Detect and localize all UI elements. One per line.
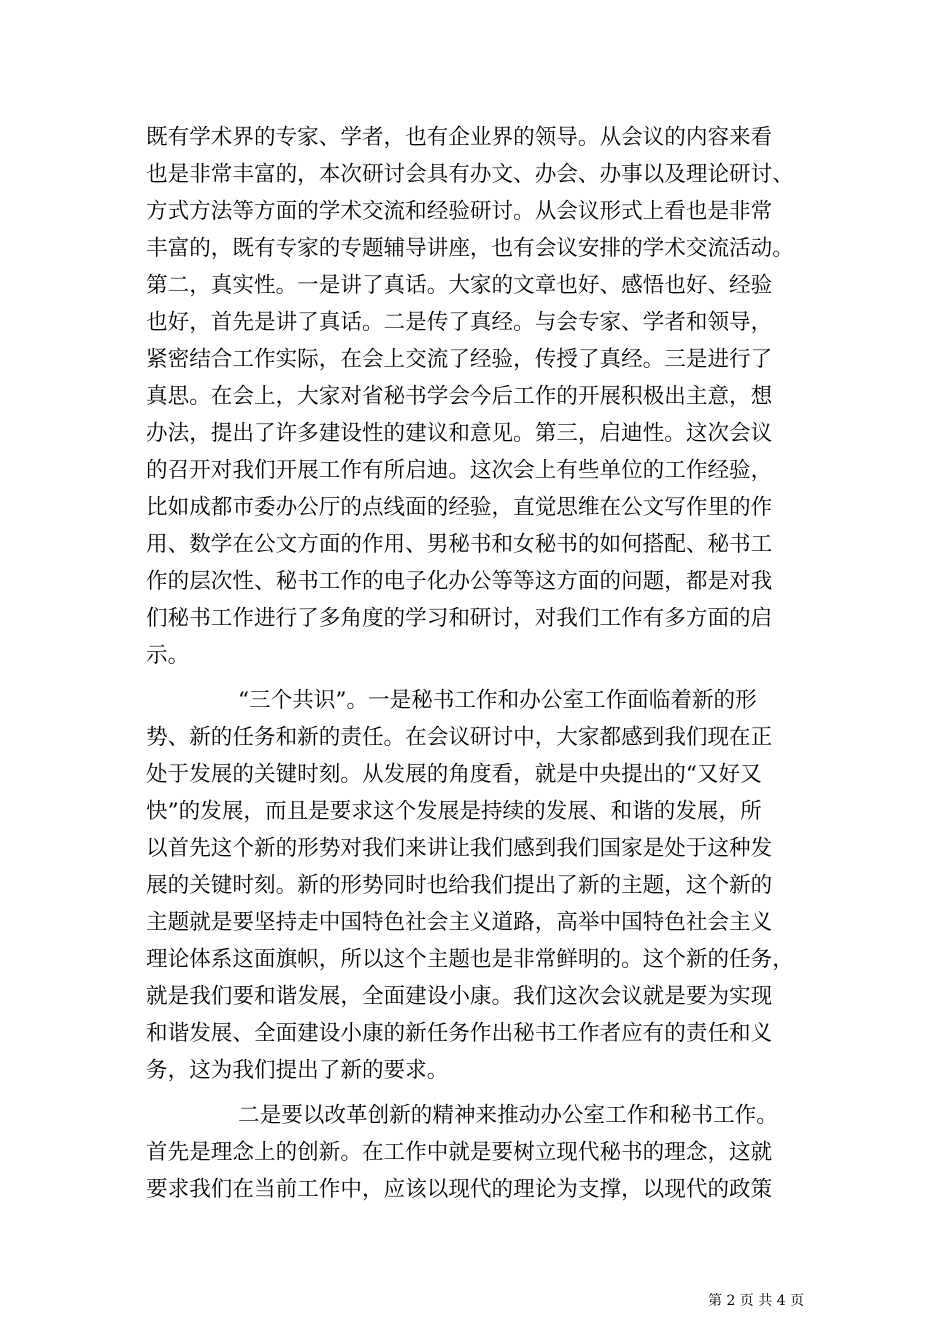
text-line: 就是我们要和谐发展，全面建设小康。我们这次会议就是要为实现	[146, 984, 773, 1009]
text-line: 方式方法等方面的学术交流和经验研讨。从会议形式上看也是非常	[146, 199, 773, 224]
text-line: 主题就是要坚持走中国特色社会主义道路，高举中国特色社会主义	[146, 910, 773, 935]
text-line: 们秘书工作进行了多角度的学习和研讨，对我们工作有多方面的启	[146, 606, 773, 631]
text-line: 和谐发展、全面建设小康的新任务作出秘书工作者应有的责任和义	[146, 1021, 773, 1046]
text-line: 示。	[146, 643, 190, 668]
text-line: 作的层次性、秘书工作的电子化办公等等这方面的问题，都是对我	[146, 569, 773, 594]
text-line: 以首先这个新的形势对我们来讲让我们感到我们国家是处于这种发	[146, 836, 773, 861]
page-number-footer: 第 2 页 共 4 页	[708, 1293, 805, 1309]
text-line: 第二，真实性。一是讲了真话。大家的文章也好、感悟也好、经验	[146, 273, 773, 298]
text-line: 真思。在会上，大家对省秘书学会今后工作的开展积极出主意，想	[146, 384, 773, 409]
text-line: 既有学术界的专家、学者，也有企业界的领导。从会议的内容来看	[146, 125, 773, 150]
text-line: 要求我们在当前工作中，应该以现代的理论为支撑，以现代的政策	[146, 1177, 773, 1202]
text-line: 也是非常丰富的，本次研讨会具有办文、办会、办事以及理论研讨、	[146, 162, 794, 187]
paragraph-first-line: “三个共识”。一是秘书工作和办公室工作面临着新的形	[238, 688, 757, 713]
text-line: 用、数学在公文方面的作用、男秘书和女秘书的如何搭配、秘书工	[146, 532, 773, 557]
text-line: 丰富的，既有专家的专题辅导讲座，也有会议安排的学术交流活动。	[146, 236, 794, 261]
text-line: 务，这为我们提出了新的要求。	[146, 1058, 449, 1083]
text-line: 理论体系这面旗帜，所以这个主题也是非常鲜明的。这个新的任务，	[146, 947, 794, 972]
text-line: 展的关键时刻。新的形势同时也给我们提出了新的主题，这个新的	[146, 873, 773, 898]
text-line: 比如成都市委办公厅的点线面的经验，直觉思维在公文写作里的作	[146, 495, 773, 520]
text-line: 的召开对我们开展工作有所启迪。这次会上有些单位的工作经验，	[146, 458, 773, 483]
text-line: 也好，首先是讲了真话。二是传了真经。与会专家、学者和领导，	[146, 310, 773, 335]
text-line: 处于发展的关键时刻。从发展的角度看，就是中央提出的“又好又	[146, 762, 762, 787]
text-line: 势、新的任务和新的责任。在会议研讨中，大家都感到我们现在正	[146, 725, 773, 750]
text-line: 快”的发展，而且是要求这个发展是持续的发展、和谐的发展，所	[146, 799, 762, 824]
paragraph-first-line: 二是要以改革创新的精神来推动办公室工作和秘书工作。	[238, 1103, 778, 1128]
text-line: 首先是理念上的创新。在工作中就是要树立现代秘书的理念，这就	[146, 1140, 773, 1165]
text-line: 紧密结合工作实际，在会上交流了经验，传授了真经。三是进行了	[146, 347, 773, 372]
text-line: 办法，提出了许多建设性的建议和意见。第三，启迪性。这次会议	[146, 421, 773, 446]
